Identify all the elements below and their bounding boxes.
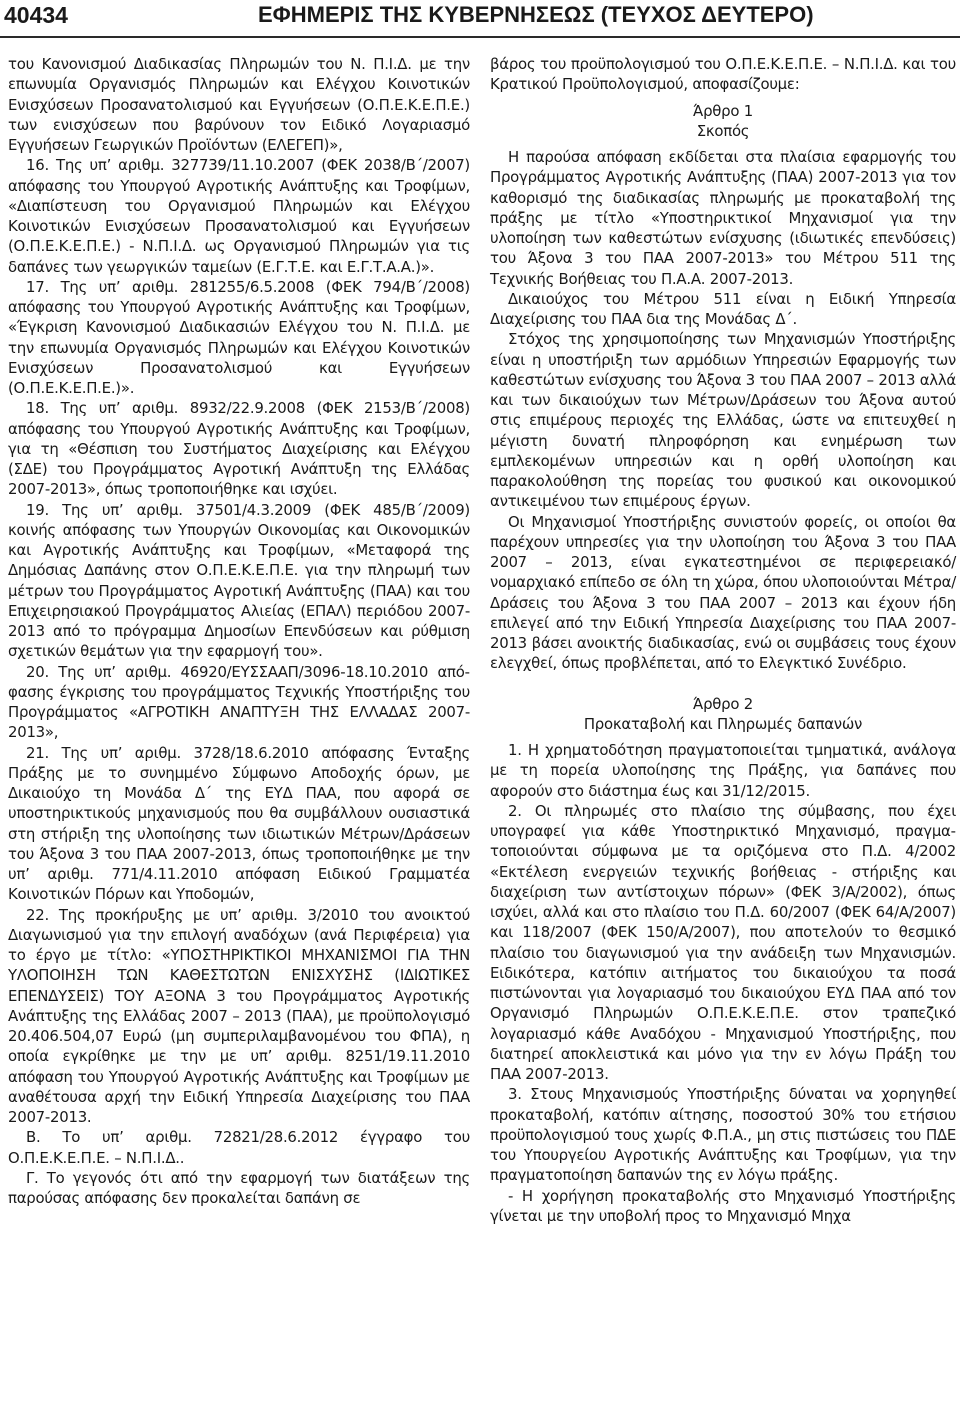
paragraph: - Η χορήγηση προκαταβολής στο Μηχανισμό Υποστήριξης γίνεται με την υποβολή προς το Μηχανισμό Μηχα [490,1186,956,1225]
right-column [490,54,956,1226]
article-1-title: Σκοπός [696,121,750,140]
paragraph: 20. Της υπ’ αριθμ. 46920/ΕΥΣΣΑΑΠ/3096-18.10.2010 απόφασης έγκρισης του προγράμματος Τεχνικής Υποστήριξης του Προγράμματος «ΑΓΡΟΤΙΚΗ ΑΝΑΠΤΥΞΗ ΤΗΣ ΕΛΛΑΔΑΣ 2007-2013», [8,662,470,742]
paragraph: Η παρούσα απόφαση εκδίδεται στα πλαίσια εφαρμογής του Προγράμματος Αγροτικής Ανάπτυξης (ΠΑΑ) 2007-2013 για τον καθορισμό της διαδικασίας πληρωμής με προκαταβολή της πράξης με τίτλο «Υποστηρικτικοί Μηχανισμοί για την υλοποίηση των καθεστώτων ενίσχυσης (ιδιωτικές επενδύσεις) του Άξονα 3 του ΠΑΑ 2007-2013» του Μέτρου 511 της Τεχνικής Βοήθειας του Π.Α.Α. 2007-2013. [490,148,956,288]
article-2-heading: Άρθρο 2 [693,694,753,713]
paragraph: 17. Της υπ’ αριθμ. 281255/6.5.2008 (ΦΕΚ 794/Β΄/2008) απόφασης του Υπουργού Αγροτικής Ανάπτυξης και Τροφίμων, «Έγκριση Κανονισμού Διαδικασιών Ελέγχου του Ν. Π.Ι.Δ. με την επωνυμία Οργανισμός Πληρωμών και Ελέγχου Κοινοτικών Ενισχύσεων Προσανατολισμού και Εγγυήσεων (Ο.Π.Ε.Κ.Ε.Π.Ε.)». [8,277,470,397]
paragraph: 2. Οι πληρωμές στο πλαίσιο της σύμβασης, που έχει υπογραφεί για κάθε Υποστηρικτικό Μηχανισμό, πραγματοποιούνται σύμφωνα με τα οριζόμενα στο Π.Δ. 4/2002 «Εκτέλεση ενεργειών τεχνικής βοήθειας - στήριξης και διαχείριση των αντίστοιχων πόρων» (ΦΕΚ 3/Α/2002), όπως ισχύει, αλλά και στο πλαίσιο του Π.Δ. 60/2007 (ΦΕΚ 64/Α/2007) και 118/2007 (ΦΕΚ 150/Α/2007), που αποτελούν το θεσμικό πλαίσιο του διαγωνισμού για την ανάδειξη των Μηχανισμών. Ειδικότερα, κατόπιν αιτήματος του δικαιούχου τα ποσά πιστώνονται για λογαριασμό του δικαιούχου ΕΥΔ ΠΑΑ από τον Οργανισμό Πληρωμών Ο.Π.Ε.Κ.Ε.Π.Ε. στον τραπεζικό λογαριασμό κάθε Αναδόχου - Μηχανισμού Υποστήριξης, που διατηρεί αποκλειστικά και μόνο για την εν λόγω Πράξη του ΠΑΑ 2007-2013. [490,801,956,1083]
paragraph: 19. Της υπ’ αριθμ. 37501/4.3.2009 (ΦΕΚ 485/Β΄/2009) κοινής απόφασης των Υπουργών Οικονομίας και Οικονομικών και Αγροτικής Ανάπτυξης και Τροφίμων, «Μεταφορά της Δημόσιας Δαπάνης στον Ο.Π.Ε.Κ.Ε.Π.Ε. για την πληρωμή των μέτρων του Προγράμματος Αγροτική Ανάπτυξης (ΠΑΑ) και του Επιχειρησιακού Προγράμματος Αλιείας (ΕΠΑΛ) περιόδου 2007-2013 από το πρόγραμμα Δημοσίων Επενδύσεων και ρύθμιση σχετικών θεμάτων για την εφαρμογή του». [8,500,470,661]
paragraph: 1. Η χρηματοδότηση πραγματοποιείται τμηματικά, ανάλογα με τη πορεία υλοποίησης της Πράξης, για δαπάνες που αφορούν στο διάστημα έως και 31/12/2015. [490,741,956,800]
left-column [8,54,470,1208]
paragraph: 16. Της υπ’ αριθμ. 327739/11.10.2007 (ΦΕΚ 2038/Β΄/2007) απόφασης του Υπουργού Αγροτικής Ανάπτυξης και Τροφίμων, «Διαπίστευση του Οργανισμού Πληρωμών και Ελέγχου Κοινοτικών Ενισχύσεων Προσανατολισμού και Εγγυήσεων (Ο.Π.Ε.Κ.Ε.Π.Ε.) - Ν.Π.Ι.Δ. ως Οργανισμού Πληρωμών για τις δαπάνες των γεωργικών ταμείων (Ε.Γ.Τ.Ε. και Ε.Γ.Τ.Α.Α.)». [8,156,470,276]
journal-title: ΕΦΗΜΕΡΙΣ ΤΗΣ ΚΥΒΕΡΝΗΣΕΩΣ (ΤΕΥΧΟΣ ΔΕΥΤΕΡΟ) [258,2,814,27]
paragraph: βάρος του προϋπολογισμού του Ο.Π.Ε.Κ.Ε.Π.Ε. – Ν.Π.Ι.Δ. και του Κρατικού Προϋπολογισμού, αποφασίζουμε: [490,55,956,94]
article-1-heading: Άρθρο 1 [693,101,753,120]
page-number: 40434 [4,2,68,28]
paragraph: Δικαιούχος του Μέτρου 511 είναι η Ειδική Υπηρεσία Διαχείρισης του ΠΑΑ δια της Μονάδας Δ΄. [490,289,956,328]
paragraph: 3. Στους Μηχανισμούς Υποστήριξης δύναται να χορηγηθεί προκαταβολή, κατόπιν αίτησης, ποσοστού 30% του ετήσιου προϋπολογισμού τους χωρίς Φ.Π.Α., μη στις πιστώσεις του ΠΔΕ του Υπουργείου Αγροτικής Ανάπτυξης και Τροφίμων, για την πραγματοποίηση δαπανών της εν λόγω πράξης. [490,1085,956,1185]
paragraph: Οι Μηχανισμοί Υποστήριξης συνιστούν φορείς, οι οποίοι θα παρέχουν υπηρεσίες για την υλοποίηση του Άξονα 3 του ΠΑΑ 2007 – 2013, είναι εγκατεστημένοι σε περιφερειακό/ νομαρχιακό επίπεδο σε όλη τη χώρα, όπου υλοποιούνται Μέτρα/Δράσεις του Άξονα 3 του ΠΑΑ 2007 – 2013 και έχουν ήδη επιλεγεί από την Ειδική Υπηρεσία Διαχείρισης του ΠΑΑ 2007-2013 βάσει ανοικτής διαδικασίας, ενώ οι συμβάσεις τους έχουν ελεγχθεί, όπως προβλέπεται, από το Ελεγκτικό Συνέδριο. [490,512,956,673]
paragraph: Στόχος της χρησιμοποίησης των Μηχανισμών Υποστήριξης είναι η υποστήριξη των αρμόδιων Υπηρεσιών Εφαρμογής των καθεστώτων ενίσχυσης του Άξονα 3 του ΠΑΑ 2007 – 2013 αλλά και των δικαιούχων των Μέτρων/Δράσεων του Άξονα αυτού στις επιμέρους περιοχές της Ελλάδας, ώστε να επιτευχθεί η μέγιστη δυνατή πληροφόρηση και ενημέρωση των εμπλεκομένων υπηρεσιών και η ορθή υλοποίηση και παρακολούθηση της πορείας του φυσικού και οικονομικού αντικειμένου των επιμέρους έργων. [490,330,956,511]
page-header [0,0,960,40]
paragraph: Γ. Το γεγονός ότι από την εφαρμογή των διατάξεων της παρούσας απόφασης δεν προκαλείται δαπάνη σε [8,1168,470,1207]
paragraph: του Κανονισμού Διαδικασίας Πληρωμών του Ν. Π.Ι.Δ. με την επωνυμία Οργανισμός Πληρωμών και Ελέγχου Κοινοτικών Ενισχύσεων Προσανατολισμού και Εγγυήσεων (Ο.Π.Ε.Κ.Ε.Π.Ε.) των ενισχύσεων που βαρύνουν τον Ειδικό Λογαριασμό Εγγυήσεων Γεωργικών Προϊόντων (ΕΛΕΓΕΠ)», [8,55,470,154]
header-rule [0,36,960,38]
paragraph: 22. Της προκήρυξης με υπ’ αριθμ. 3/2010 του ανοικτού Διαγωνισμού για την επιλογή αναδόχων (ανά Περιφέρεια) για το έργο με τίτλο: «ΥΠΟΣΤΗΡΙΚΤΙΚΟΙ ΜΗΧΑΝΙΣΜΟΙ ΓΙΑ ΤΗΝ ΥΛΟΠΟΙΗΣΗ ΤΩΝ ΚΑΘΕΣΤΩΤΩΝ ΕΝΙΣΧΥΣΗΣ (ΙΔΙΩΤΙΚΕΣ ΕΠΕΝΔΥΣΕΙΣ) ΤΟΥ ΑΞΟΝΑ 3 του Προγράμματος Αγροτικής Ανάπτυξης της Ελλάδας 2007 – 2013 (ΠΑΑ), με προϋπολογισμό 20.406.504,07 Ευρώ (μη συμπεριλαμβανομένου του ΦΠΑ), η οποία εγκρίθηκε με την με υπ’ αριθμ. 8251/19.11.2010 απόφαση του Υπουργού Αγροτικής Ανάπτυξης και Τροφίμων με αναθέτουσα αρχή την Ειδική Υπηρεσία Διαχείρισης του ΠΑΑ 2007-2013. [8,905,470,1126]
paragraph: Β. Το υπ’ αριθμ. 72821/28.6.2012 έγγραφο του Ο.Π.Ε.Κ.Ε.Π.Ε. – Ν.Π.Ι.Δ.. [8,1128,470,1167]
paragraph: 18. Της υπ’ αριθμ. 8932/22.9.2008 (ΦΕΚ 2153/Β΄/2008) απόφασης του Υπουργού Αγροτικής Ανάπτυξης και Τροφίμων, για τη «Θέσπιση του Συστήματος Διαχείρισης και Ελέγχου (ΣΔΕ) του Προγράμματος Αγροτική Ανάπτυξη της Ελλάδας 2007-2013», όπως τροποποιήθηκε και ισχύει. [8,399,470,499]
article-2-title: Προκαταβολή και Πληρωμές δαπανών [583,714,863,733]
paragraph: 21. Της υπ’ αριθμ. 3728/18.6.2010 απόφασης Ένταξης Πράξης με το συνημμένο Σύμφωνο Αποδοχής όρων, με Δικαιούχο τη Μονάδα Δ΄ της ΕΥΔ ΠΑΑ, που αφορά σε υποστηρικτικούς μηχανισμούς που θα συμβάλλουν ουσιαστικά στη στήριξη της υλοποίησης των ιδιωτικών Μέτρων/Δράσεων του Άξονα 3 του ΠΑΑ 2007-2013, όπως τροποποιήθηκε με την υπ’ αριθμ. 771/4.11.2010 απόφαση Ειδικού Γραμματέα Κοινοτικών Πόρων και Υποδομών, [8,743,470,904]
